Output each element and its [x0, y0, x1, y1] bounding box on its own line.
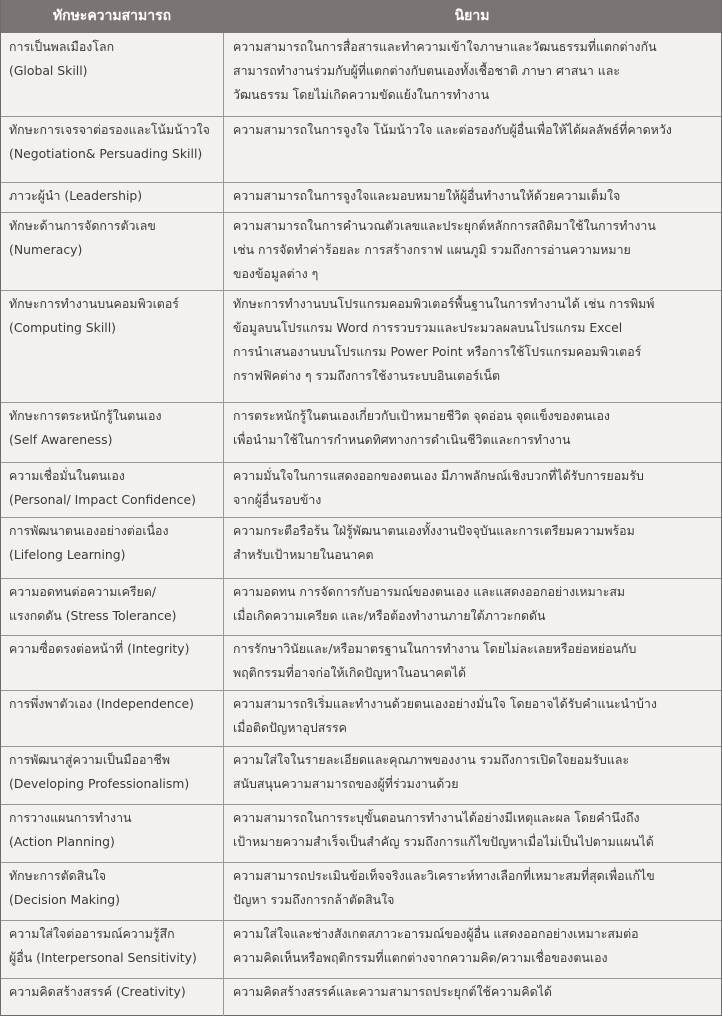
definition-line: ความใส่ใจและช่างสังเกตสภาวะอารมณ์ของผู้อื่น แสดงออกอย่างเหมาะสมต่อ: [233, 926, 639, 941]
definition-line: สามารถทำงานร่วมกับผู้ที่แตกต่างกับตนเองทั้งเชื้อชาติ ภาษา ศาสนา และ: [233, 63, 621, 78]
table-row: [1, 404, 721, 464]
table-row: [1, 519, 721, 580]
row-separator: [1, 212, 721, 213]
definition-line: เป้าหมายความสำเร็จเป็นสำคัญ รวมถึงการแก้ไขปัญหาเมื่อไม่เป็นไปตามแผนได้: [233, 834, 654, 849]
table-row: [1, 748, 721, 806]
skill-line: ความอดทนต่อความเครียด/: [9, 584, 157, 599]
definition-line: ความสามารถริเริ่มและทำงานด้วยตนเองอย่างมั่นใจ โดยอาจได้รับคำแนะนำบ้าง: [233, 696, 657, 711]
definition-cell: [233, 214, 717, 286]
definition-line: สนับสนุนความสามารถของผู้ที่ร่วมงานด้วย: [233, 776, 459, 791]
definition-cell: [233, 922, 717, 970]
definition-cell: [233, 980, 717, 1004]
skill-line: ภาวะผู้นำ (Leadership): [9, 188, 143, 203]
skill-line: (Decision Making): [9, 892, 120, 907]
row-separator: [1, 804, 721, 805]
skill-cell: [9, 748, 221, 796]
definition-line: ปัญหา รวมถึงการกล้าตัดสินใจ: [233, 892, 395, 907]
skill-cell: [9, 464, 221, 512]
definition-line: การนำเสนองานบนโปรแกรม Power Point หรือการใช้โปรแกรมคอมพิวเตอร์: [233, 344, 642, 359]
skill-cell: [9, 980, 221, 1004]
row-separator: [1, 290, 721, 291]
skill-line: ผู้อื่น (Interpersonal Sensitivity): [9, 950, 197, 965]
skill-line: (Action Planning): [9, 834, 115, 849]
definition-line: การตระหนักรู้ในตนเองเกี่ยวกับเป้าหมายชีวิต จุดอ่อน จุดแข็งของตนเอง: [233, 408, 610, 423]
definition-line: ความสามารถประเมินข้อเท็จจริงและวิเคราะห์ทางเลือกที่เหมาะสมที่สุดเพื่อแก้ไข: [233, 868, 655, 883]
definition-cell: [233, 806, 717, 854]
skill-cell: [9, 864, 221, 912]
row-separator: [1, 578, 721, 579]
definition-line: ความใส่ใจในรายละเอียดและคุณภาพของงาน รวมถึงการเปิดใจยอมรับและ: [233, 752, 630, 767]
table-row: [1, 118, 721, 184]
skill-cell: [9, 404, 221, 452]
skill-line: การพัฒนาสู่ความเป็นมืออาชีพ: [9, 752, 170, 767]
definition-cell: [233, 35, 717, 107]
skill-line: ทักษะด้านการจัดการตัวเลข: [9, 218, 156, 233]
skill-cell: [9, 184, 221, 208]
definition-cell: [233, 864, 717, 912]
definition-line: ความสามารถในการสื่อสารและทำความเข้าใจภาษาและวัฒนธรรมที่แตกต่างกัน: [233, 39, 657, 54]
row-separator: [1, 517, 721, 518]
definition-line: ความอดทน การจัดการกับอารมณ์ของตนเอง และแสดงออกอย่างเหมาะสม: [233, 584, 626, 599]
skill-line: ทักษะการตระหนักรู้ในตนเอง: [9, 408, 162, 423]
table-row: [1, 292, 721, 404]
skill-line: (Numeracy): [9, 242, 83, 257]
skill-cell: [9, 519, 221, 567]
header-skill: ทักษะความสามารถ: [52, 8, 172, 24]
definition-line: ความสามารถในการคำนวณตัวเลขและประยุกต์หลักการสถิติมาใช้ในการทำงาน: [233, 218, 656, 233]
skill-cell: [9, 35, 221, 83]
row-separator: [1, 978, 721, 979]
definition-cell: [233, 118, 717, 142]
table-row: [1, 980, 721, 1016]
row-separator: [1, 690, 721, 691]
row-separator: [1, 746, 721, 747]
row-separator: [1, 862, 721, 863]
skill-line: ทักษะการเจรจาต่อรองและโน้มน้าวใจ: [9, 122, 210, 137]
skill-cell: [9, 922, 221, 970]
table-row: [1, 464, 721, 519]
skill-line: การพึ่งพาตัวเอง (Independence): [9, 696, 194, 711]
row-separator: [1, 462, 721, 463]
definition-line: เพื่อนำมาใช้ในการกำหนดทิศทางการดำเนินชีวิตและการทำงาน: [233, 432, 571, 447]
definition-line: ข้อมูลบนโปรแกรม Word การรวบรวมและประมวลผลบนโปรแกรม Excel: [233, 320, 623, 335]
definition-line: เมื่อติดปัญหาอุปสรรค: [233, 720, 347, 735]
definition-cell: [233, 519, 717, 567]
skill-line: (Global Skill): [9, 63, 88, 78]
header-definition: นิยาม: [454, 8, 490, 24]
definition-cell: [233, 637, 717, 685]
skill-line: แรงกดดัน (Stress Tolerance): [9, 608, 177, 623]
skill-line: (Self Awareness): [9, 432, 113, 447]
definition-line: ความสามารถในการระบุขั้นตอนการทำงานได้อย่างมีเหตุและผล โดยคำนึงถึง: [233, 810, 640, 825]
definition-line: ทักษะการทำงานบนโปรแกรมคอมพิวเตอร์พื้นฐานในการทำงานได้ เช่น การพิมพ์: [233, 296, 655, 311]
definition-cell: [233, 464, 717, 512]
skill-cell: [9, 118, 221, 166]
skill-cell: [9, 806, 221, 854]
skill-line: การวางแผนการทำงาน: [9, 810, 132, 825]
definition-line: พฤติกรรมที่อาจก่อให้เกิดปัญหาในอนาคตได้: [233, 665, 467, 680]
definition-line: ความกระตือรือร้น ใฝ่รู้พัฒนาตนเองทั้งงานปัจจุบันและการเตรียมความพร้อม: [233, 523, 635, 538]
row-separator: [1, 920, 721, 921]
table-row: [1, 806, 721, 864]
definition-cell: [233, 580, 717, 628]
row-separator: [1, 182, 721, 183]
definition-line: ของข้อมูลต่าง ๆ: [233, 266, 319, 281]
skill-cell: [9, 692, 221, 716]
definition-line: ความสามารถในการจูงใจและมอบหมายให้ผู้อื่นทำงานให้ด้วยความเต็มใจ: [233, 188, 621, 203]
table-row: [1, 184, 721, 214]
skill-line: ความใส่ใจต่ออารมณ์ความรู้สึก: [9, 926, 175, 941]
skill-line: ทักษะการทำงานบนคอมพิวเตอร์: [9, 296, 179, 311]
skill-cell: [9, 637, 221, 661]
skill-line: (Developing Professionalism): [9, 776, 190, 791]
definition-line: ความคิดสร้างสรรค์และความสามารถประยุกต์ใช้ความคิดได้: [233, 984, 552, 999]
table-row: [1, 214, 721, 292]
definition-line: กราฟฟิคต่าง ๆ รวมถึงการใช้งานระบบอินเตอร์เน็ต: [233, 368, 501, 383]
skill-line: ทักษะการตัดสินใจ: [9, 868, 107, 883]
skill-cell: [9, 580, 221, 628]
skill-line: การพัฒนาตนเองอย่างต่อเนื่อง: [9, 523, 169, 538]
definition-cell: [233, 184, 717, 208]
definition-line: ความมั่นใจในการแสดงออกของตนเอง มีภาพลักษณ์เชิงบวกที่ได้รับการยอมรับ: [233, 468, 644, 483]
row-separator: [1, 116, 721, 117]
table-row: [1, 637, 721, 692]
skill-line: ความเชื่อมั่นในตนเอง: [9, 468, 125, 483]
skill-cell: [9, 214, 221, 262]
table-header: [1, 0, 721, 33]
table-row: [1, 35, 721, 118]
table-row: [1, 580, 721, 637]
definition-cell: [233, 748, 717, 796]
skill-line: (Personal/ Impact Confidence): [9, 492, 196, 507]
definition-line: วัฒนธรรม โดยไม่เกิดความขัดแย้งในการทำงาน: [233, 87, 490, 102]
table-row: [1, 922, 721, 980]
skill-line: (Negotiation& Persuading Skill): [9, 146, 203, 161]
skill-cell: [9, 292, 221, 340]
definition-line: การรักษาวินัยและ/หรือมาตรฐานในการทำงาน โดยไม่ละเลยหรือย่อหย่อนกับ: [233, 641, 637, 656]
skill-line: (Computing Skill): [9, 320, 117, 335]
definition-cell: [233, 692, 717, 740]
row-separator: [1, 402, 721, 403]
definition-line: เมื่อเกิดความเครียด และ/หรือต้องทำงานภายใต้ภาวะกดดัน: [233, 608, 546, 623]
definition-line: เช่น การจัดทำค่าร้อยละ การสร้างกราฟ แผนภูมิ รวมถึงการอ่านความหมาย: [233, 242, 631, 257]
definition-line: จากผู้อื่นรอบข้าง: [233, 492, 322, 507]
definition-cell: [233, 404, 717, 452]
definition-line: ความสามารถในการจูงใจ โน้มน้าวใจ และต่อรองกับผู้อื่นเพื่อให้ได้ผลลัพธ์ที่คาดหวัง: [233, 122, 672, 137]
table-row: [1, 692, 721, 748]
table-row: [1, 864, 721, 922]
definition-line: ความคิดเห็นหรือพฤติกรรมที่แตกต่างจากความคิด/ความเชื่อของตนเอง: [233, 950, 608, 965]
skill-line: (Lifelong Learning): [9, 547, 126, 562]
definition-line: สำหรับเป้าหมายในอนาคต: [233, 547, 374, 562]
definition-cell: [233, 292, 717, 388]
skill-line: ความซื่อตรงต่อหน้าที่ (Integrity): [9, 641, 190, 656]
row-separator: [1, 635, 721, 636]
skill-line: การเป็นพลเมืองโลก: [9, 39, 115, 54]
skill-line: ความคิดสร้างสรรค์ (Creativity): [9, 984, 186, 999]
